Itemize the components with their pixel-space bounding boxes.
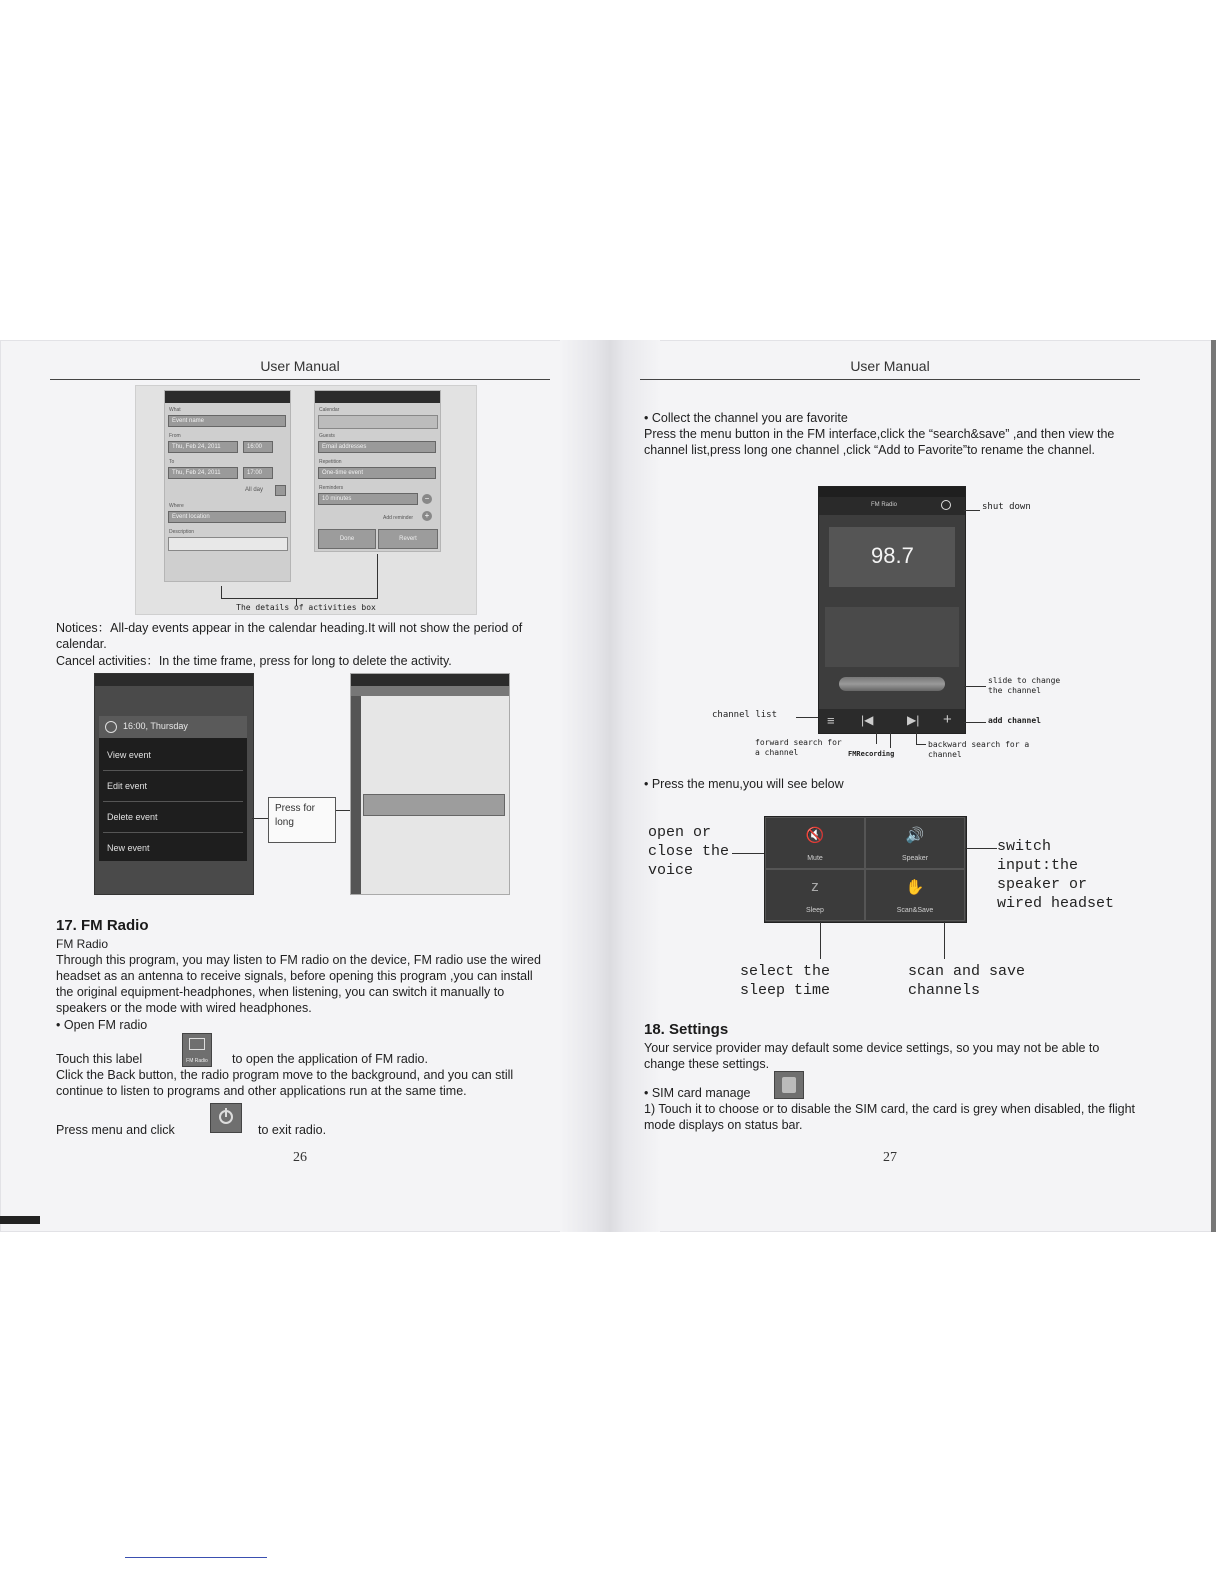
shut-down-icon[interactable]	[941, 500, 951, 510]
option-label: Mute	[807, 855, 823, 862]
menu-title-bar	[99, 716, 247, 738]
option-label: Scan&Save	[896, 907, 934, 914]
settings-heading: 18. Settings	[644, 1021, 729, 1038]
callout-line	[964, 686, 986, 687]
open-fm-bullet: • Open FM radio	[56, 1018, 148, 1032]
add-channel-annotation: add channel	[988, 716, 1041, 725]
menu-item-edit-event[interactable]: Edit event	[107, 781, 148, 791]
callout-line	[964, 510, 980, 511]
menu-item-new-event[interactable]: New event	[107, 843, 150, 853]
fm-icon-caption: FM Radio	[186, 1058, 208, 1064]
calendar-select[interactable]	[318, 415, 438, 429]
fm-radio-heading: 17. FM Radio	[56, 917, 149, 934]
menu-title: 16:00, Thursday	[123, 721, 188, 731]
page-edge	[1211, 340, 1216, 1232]
right-page	[640, 340, 1140, 1232]
all-day-label: All day	[245, 487, 264, 493]
switch-input-annotation: switch input:the speaker or wired headset	[997, 838, 1115, 912]
speaker-option[interactable]	[865, 817, 965, 869]
callout-line	[944, 921, 945, 959]
event-location-field[interactable]: Event location	[168, 511, 286, 523]
running-head: User Manual	[260, 358, 340, 374]
day-header	[351, 686, 509, 696]
collect-bullet: • Collect the channel you are favorite	[644, 411, 848, 425]
event-menu-screen	[94, 673, 254, 895]
callout-line	[916, 744, 926, 745]
done-button[interactable]: Done	[318, 529, 376, 549]
collect-paragraph: Press the menu button in the FM interface,click the “search&save” ,and then view the channel list,press long one channel ,click “Add to Favorite”to rename the channel.	[644, 427, 1115, 457]
menu-divider	[103, 832, 243, 833]
sleep-option[interactable]	[765, 869, 865, 921]
radio-icon	[189, 1038, 205, 1050]
power-exit-icon[interactable]	[210, 1103, 242, 1133]
status-bar	[351, 674, 509, 686]
bracket-line	[221, 586, 222, 598]
press-menu-bullet: • Press the menu,you will see below	[644, 777, 844, 791]
power-icon-stem	[225, 1108, 227, 1117]
status-bar	[819, 487, 965, 497]
slide-change-annotation: slide to change the channel	[988, 676, 1061, 695]
channel-slider[interactable]	[839, 677, 945, 691]
header-rule	[50, 379, 550, 380]
fm-radio-screen	[818, 486, 966, 734]
mute-option[interactable]	[765, 817, 865, 869]
press-menu-text: Press menu and click	[56, 1123, 175, 1137]
cancel-activities-text: Cancel activities：In the time frame, press for long to delete the activity.	[56, 654, 452, 668]
forward-search-icon[interactable]: ▶|	[907, 713, 920, 727]
from-time-field[interactable]: 16:00	[243, 441, 273, 453]
page-number: 27	[883, 1150, 897, 1165]
add-channel-icon[interactable]: +	[943, 711, 952, 728]
page-number: 26	[293, 1150, 307, 1165]
touch-label-after-text: to open the application of FM radio.	[232, 1052, 428, 1066]
frequency-display	[829, 527, 955, 587]
clock-icon	[105, 721, 117, 733]
status-bar	[315, 391, 440, 403]
add-reminder-icon[interactable]: +	[422, 511, 432, 521]
back-button-paragraph: Click the Back button, the radio program move to the background, and you can still continue to listen to programs and other applications run at the same time.	[56, 1068, 514, 1098]
scan-save-annotation: scan and save channels	[908, 963, 1026, 999]
running-head: User Manual	[850, 358, 930, 374]
book-spread	[0, 340, 1216, 1232]
bracket-line	[221, 598, 378, 599]
callout-line	[732, 853, 764, 854]
option-label: Sleep	[806, 907, 824, 914]
scan-icon: ✋	[905, 879, 925, 896]
bracket-line	[377, 554, 378, 598]
revert-button[interactable]: Revert	[378, 529, 438, 549]
description-field[interactable]	[168, 537, 288, 551]
callout-line	[876, 732, 877, 744]
scan-artifact-line	[125, 1557, 267, 1558]
sim-card-paragraph: 1) Touch it to choose or to disable the SIM card, the card is grey when disabled, the flight mode displays on status bar.	[644, 1102, 1136, 1132]
fm-radio-subheading: FM Radio	[56, 937, 109, 951]
callout-line	[965, 848, 997, 849]
speaker-icon: 🔊	[905, 827, 925, 844]
select-sleep-annotation: select the sleep time	[740, 963, 831, 999]
callout-line	[796, 717, 818, 718]
left-page	[50, 340, 550, 1232]
menu-divider	[103, 801, 243, 802]
callout-line	[820, 921, 821, 959]
frequency-readout: 98.7	[871, 543, 914, 568]
guests-field[interactable]: Email addresses	[318, 441, 436, 453]
fm-title: FM Radio	[871, 502, 898, 508]
speaker-mute-icon: 🔇	[805, 827, 825, 844]
sim-card-icon[interactable]	[774, 1071, 804, 1099]
callout-line	[890, 732, 891, 748]
settings-paragraph: Your service provider may default some device settings, so you may not be able to change these settings.	[644, 1041, 1100, 1071]
backward-search-icon[interactable]: |◀	[861, 713, 874, 727]
callout-line	[252, 818, 268, 819]
open-close-voice-annotation: open or close the voice	[648, 824, 730, 879]
fm-title-bar	[819, 497, 965, 515]
channel-list-icon[interactable]: ≡	[827, 713, 835, 728]
to-time-field[interactable]: 17:00	[243, 467, 273, 479]
event-edit-screen: What Event name From Thu, Feb 24, 2011 16:00 To Thu, Feb 24, 2011 17:00 All day Where Event location Description	[164, 390, 291, 582]
page-edge-mark	[0, 1216, 40, 1224]
event-edit-screen-2: Calendar Guests Email addresses Repetition One-time event Reminders 10 minutes − Add reminder + Done Revert	[314, 390, 441, 552]
remove-reminder-icon[interactable]: −	[422, 494, 432, 504]
fm-control-bar	[819, 709, 965, 733]
add-reminder-label: Add reminder	[383, 515, 414, 521]
menu-item-view-event[interactable]: View event	[107, 750, 151, 760]
figure-caption: The details of activities box	[236, 603, 376, 612]
hour-column	[351, 696, 361, 894]
fm-recording-annotation: FMRecording	[848, 750, 895, 758]
day-view-screen	[350, 673, 510, 895]
fm-radio-app-icon[interactable]	[182, 1033, 212, 1067]
notices-text: Notices：All-day events appear in the calendar heading.It will not show the period of calendar.	[56, 621, 523, 651]
repetition-select[interactable]: One-time event	[318, 467, 436, 479]
menu-divider	[103, 770, 243, 771]
tuning-scale	[825, 607, 959, 667]
menu-item-delete-event[interactable]: Delete event	[107, 812, 158, 822]
channel-list-annotation: channel list	[712, 710, 778, 720]
header-rule	[640, 379, 1140, 380]
reminder-select[interactable]: 10 minutes	[318, 493, 418, 505]
touch-label-text: Touch this label	[56, 1052, 143, 1066]
press-menu-after-text: to exit radio.	[258, 1123, 327, 1137]
status-bar	[95, 674, 253, 686]
selected-event-block[interactable]	[363, 794, 505, 816]
scan-save-option[interactable]	[865, 869, 965, 921]
all-day-checkbox[interactable]	[275, 485, 286, 496]
sleep-icon: z	[811, 878, 819, 895]
event-context-menu	[99, 716, 247, 861]
sim-chip-icon	[782, 1077, 796, 1093]
fm-radio-paragraph: Through this program, you may listen to FM radio on the device, FM radio use the wired headset as an antenna to receive signals, before opening this program ,you can install the original equipment-headphones, when listening, you can switch it manually to speakers or the mode with wired headphones.	[56, 953, 541, 1015]
press-for-long-label: Press for long	[268, 797, 336, 843]
to-date-field[interactable]: Thu, Feb 24, 2011	[168, 467, 238, 479]
shut-down-annotation: shut down	[982, 502, 1031, 512]
forward-search-annotation: forward search for a channel	[755, 738, 842, 757]
from-date-field[interactable]: Thu, Feb 24, 2011	[168, 441, 238, 453]
option-label: Speaker	[901, 855, 929, 862]
fm-options-menu	[764, 816, 967, 923]
event-name-field[interactable]: Event name	[168, 415, 286, 427]
callout-line	[964, 722, 986, 723]
callout-line	[916, 732, 917, 744]
sim-card-bullet: • SIM card manage	[644, 1086, 751, 1100]
backward-search-annotation: backward search for a channel	[928, 740, 1030, 759]
calendar-figure	[135, 385, 477, 615]
status-bar	[165, 391, 290, 403]
